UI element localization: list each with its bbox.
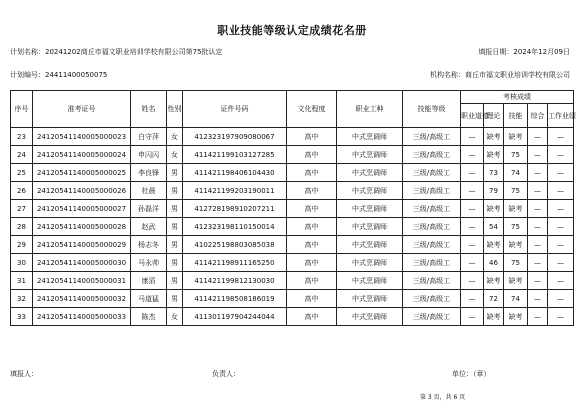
cell-edu: 高中 [287,218,337,236]
cell-cert: 24120541140005000026 [33,182,131,200]
responsible-label: 负责人： [212,370,240,378]
cell-job: 中式烹调师 [337,146,403,164]
cell-id: 411301197904244044 [183,308,287,326]
cell-name: 马永帅 [131,254,167,272]
table-row [11,164,574,182]
cell-moral: — [461,164,484,182]
cell-level: 三级/高级工 [403,290,461,308]
table-body [11,128,574,326]
cell-moral: — [461,128,484,146]
cell-gender: 男 [167,164,183,182]
cell-id: 412323198110150014 [183,218,287,236]
cell-moral: — [461,146,484,164]
cell-job: 中式烹调师 [337,290,403,308]
cell-skill: 缺考 [504,200,528,218]
cell-seq: 24 [11,146,33,164]
col-exam-scores: 考核成绩 [461,91,574,104]
cell-skill: 75 [504,146,528,164]
cell-id: 411421198911165250 [183,254,287,272]
cell-name: 李良锋 [131,164,167,182]
cell-moral: — [461,290,484,308]
cell-comp: — [528,308,548,326]
col-education: 文化程度 [287,91,337,128]
cell-gender: 男 [167,272,183,290]
cell-theory: 缺考 [484,308,504,326]
cell-comp: — [528,236,548,254]
cell-id: 411421199203190011 [183,182,287,200]
cell-id: 412323197909080067 [183,128,287,146]
table-row [11,236,574,254]
cell-name: 杜晨 [131,182,167,200]
unit-seal-label: 单位：（章） [452,370,491,378]
col-job-type: 职业工种 [337,91,403,128]
cell-edu: 高中 [287,128,337,146]
cell-job: 中式烹调师 [337,200,403,218]
col-gender: 性别 [167,91,183,128]
cell-id: 411421199103127285 [183,146,287,164]
cell-level: 三级/高级工 [403,218,461,236]
header-row [11,91,574,104]
cell-seq: 30 [11,254,33,272]
cell-moral: — [461,308,484,326]
cell-edu: 高中 [287,290,337,308]
cell-work: — [548,254,574,272]
cell-skill: 75 [504,254,528,272]
cell-name: 马道猛 [131,290,167,308]
col-work-performance: 工作业绩 [548,104,574,128]
cell-comp: — [528,128,548,146]
cell-work: — [548,128,574,146]
cell-moral: — [461,236,484,254]
col-skill: 技能 [504,104,528,128]
cell-level: 三级/高级工 [403,254,461,272]
cell-theory: 54 [484,218,504,236]
col-skill-level: 技能等级 [403,91,461,128]
cell-theory: 缺考 [484,146,504,164]
cell-gender: 女 [167,308,183,326]
cell-work: — [548,164,574,182]
cell-seq: 32 [11,290,33,308]
cell-gender: 男 [167,236,183,254]
cell-gender: 男 [167,182,183,200]
cell-cert: 24120541140005000028 [33,218,131,236]
col-theory: 理论 [484,104,504,128]
cell-cert: 24120541140005000031 [33,272,131,290]
cell-cert: 24120541140005000025 [33,164,131,182]
cell-gender: 女 [167,146,183,164]
cell-edu: 高中 [287,308,337,326]
col-cert-no: 准考证号 [33,91,131,128]
cell-id: 412728198910207211 [183,200,287,218]
cell-edu: 高中 [287,200,337,218]
cell-skill: 74 [504,290,528,308]
cell-seq: 23 [11,128,33,146]
cell-name: 杨志冬 [131,236,167,254]
cell-seq: 33 [11,308,33,326]
cell-edu: 高中 [287,182,337,200]
cell-work: — [548,182,574,200]
cell-work: — [548,218,574,236]
cell-moral: — [461,272,484,290]
cell-comp: — [528,272,548,290]
cell-seq: 26 [11,182,33,200]
cell-comp: — [528,218,548,236]
cell-moral: — [461,218,484,236]
cell-id: 411421199812130030 [183,272,287,290]
cell-id: 411421198508186019 [183,290,287,308]
cell-comp: — [528,164,548,182]
cell-moral: — [461,182,484,200]
fill-date: 填报日期：2024年12月09日 [478,48,570,56]
cell-seq: 31 [11,272,33,290]
cell-id: 410225198803085038 [183,236,287,254]
table-row [11,272,574,290]
cell-cert: 24120541140005000033 [33,308,131,326]
cell-comp: — [528,146,548,164]
cell-gender: 男 [167,200,183,218]
cell-theory: 79 [484,182,504,200]
cell-name: 白守萍 [131,128,167,146]
cell-level: 三级/高级工 [403,200,461,218]
cell-job: 中式烹调师 [337,182,403,200]
cell-name: 康滔 [131,272,167,290]
cell-theory: 缺考 [484,128,504,146]
cell-cert: 24120541140005000023 [33,128,131,146]
cell-gender: 男 [167,254,183,272]
cell-work: — [548,200,574,218]
cell-seq: 25 [11,164,33,182]
cell-comp: — [528,200,548,218]
cell-level: 三级/高级工 [403,236,461,254]
cell-level: 三级/高级工 [403,272,461,290]
cell-id: 411421198406104430 [183,164,287,182]
cell-cert: 24120541140005000030 [33,254,131,272]
cell-edu: 高中 [287,272,337,290]
cell-skill: 缺考 [504,308,528,326]
cell-skill: 75 [504,182,528,200]
cell-theory: 72 [484,290,504,308]
col-seq: 序号 [11,91,33,128]
cell-cert: 24120541140005000032 [33,290,131,308]
table-row [11,128,574,146]
table-row [11,146,574,164]
cell-job: 中式烹调师 [337,236,403,254]
cell-skill: 74 [504,164,528,182]
plan-number: 计划编号：24411400050075 [10,71,108,79]
cell-work: — [548,308,574,326]
col-id-number: 证件号码 [183,91,287,128]
cell-level: 三级/高级工 [403,182,461,200]
cell-theory: 46 [484,254,504,272]
cell-job: 中式烹调师 [337,128,403,146]
cell-edu: 高中 [287,164,337,182]
cell-seq: 28 [11,218,33,236]
cell-moral: — [461,200,484,218]
cell-level: 三级/高级工 [403,146,461,164]
cell-name: 孙磊洋 [131,200,167,218]
cell-comp: — [528,182,548,200]
cell-skill: 缺考 [504,128,528,146]
cell-level: 三级/高级工 [403,128,461,146]
cell-job: 中式烹调师 [337,272,403,290]
cell-theory: 缺考 [484,236,504,254]
cell-job: 中式烹调师 [337,308,403,326]
table-row [11,254,574,272]
cell-theory: 73 [484,164,504,182]
cell-level: 三级/高级工 [403,308,461,326]
cell-level: 三级/高级工 [403,164,461,182]
cell-job: 中式烹调师 [337,218,403,236]
score-roster-table [10,90,574,326]
cell-skill: 75 [504,218,528,236]
cell-gender: 男 [167,218,183,236]
cell-seq: 27 [11,200,33,218]
cell-edu: 高中 [287,236,337,254]
cell-edu: 高中 [287,254,337,272]
table-row [11,308,574,326]
cell-gender: 男 [167,290,183,308]
filler-label: 填报人： [10,370,38,378]
cell-name: 陈杰 [131,308,167,326]
cell-cert: 24120541140005000024 [33,146,131,164]
cell-name: 赵武 [131,218,167,236]
cell-edu: 高中 [287,146,337,164]
cell-seq: 29 [11,236,33,254]
cell-comp: — [528,290,548,308]
page-title: 职业技能等级认定成绩花名册 [217,24,367,37]
cell-name: 申闪闪 [131,146,167,164]
table-row [11,200,574,218]
page-number: 第 3 页，共 6 页 [420,394,466,401]
cell-cert: 24120541140005000027 [33,200,131,218]
cell-theory: 缺考 [484,272,504,290]
cell-gender: 女 [167,128,183,146]
table-row [11,182,574,200]
cell-comp: — [528,254,548,272]
cell-work: — [548,290,574,308]
cell-job: 中式烹调师 [337,164,403,182]
plan-name: 计划名称：20241202商丘市福文职业培训学校有限公司第75批认定 [10,48,223,56]
table-row [11,218,574,236]
cell-cert: 24120541140005000029 [33,236,131,254]
cell-theory: 缺考 [484,200,504,218]
cell-skill: 缺考 [504,272,528,290]
cell-moral: — [461,254,484,272]
cell-job: 中式烹调师 [337,254,403,272]
table-row [11,290,574,308]
col-name: 姓名 [131,91,167,128]
cell-work: — [548,146,574,164]
cell-skill: 缺考 [504,236,528,254]
cell-work: — [548,272,574,290]
cell-work: — [548,236,574,254]
col-moral: 职业道德 [461,104,484,128]
org-name: 机构名称：商丘市福文职业培训学校有限公司 [430,71,570,79]
col-comprehensive: 综合 [528,104,548,128]
